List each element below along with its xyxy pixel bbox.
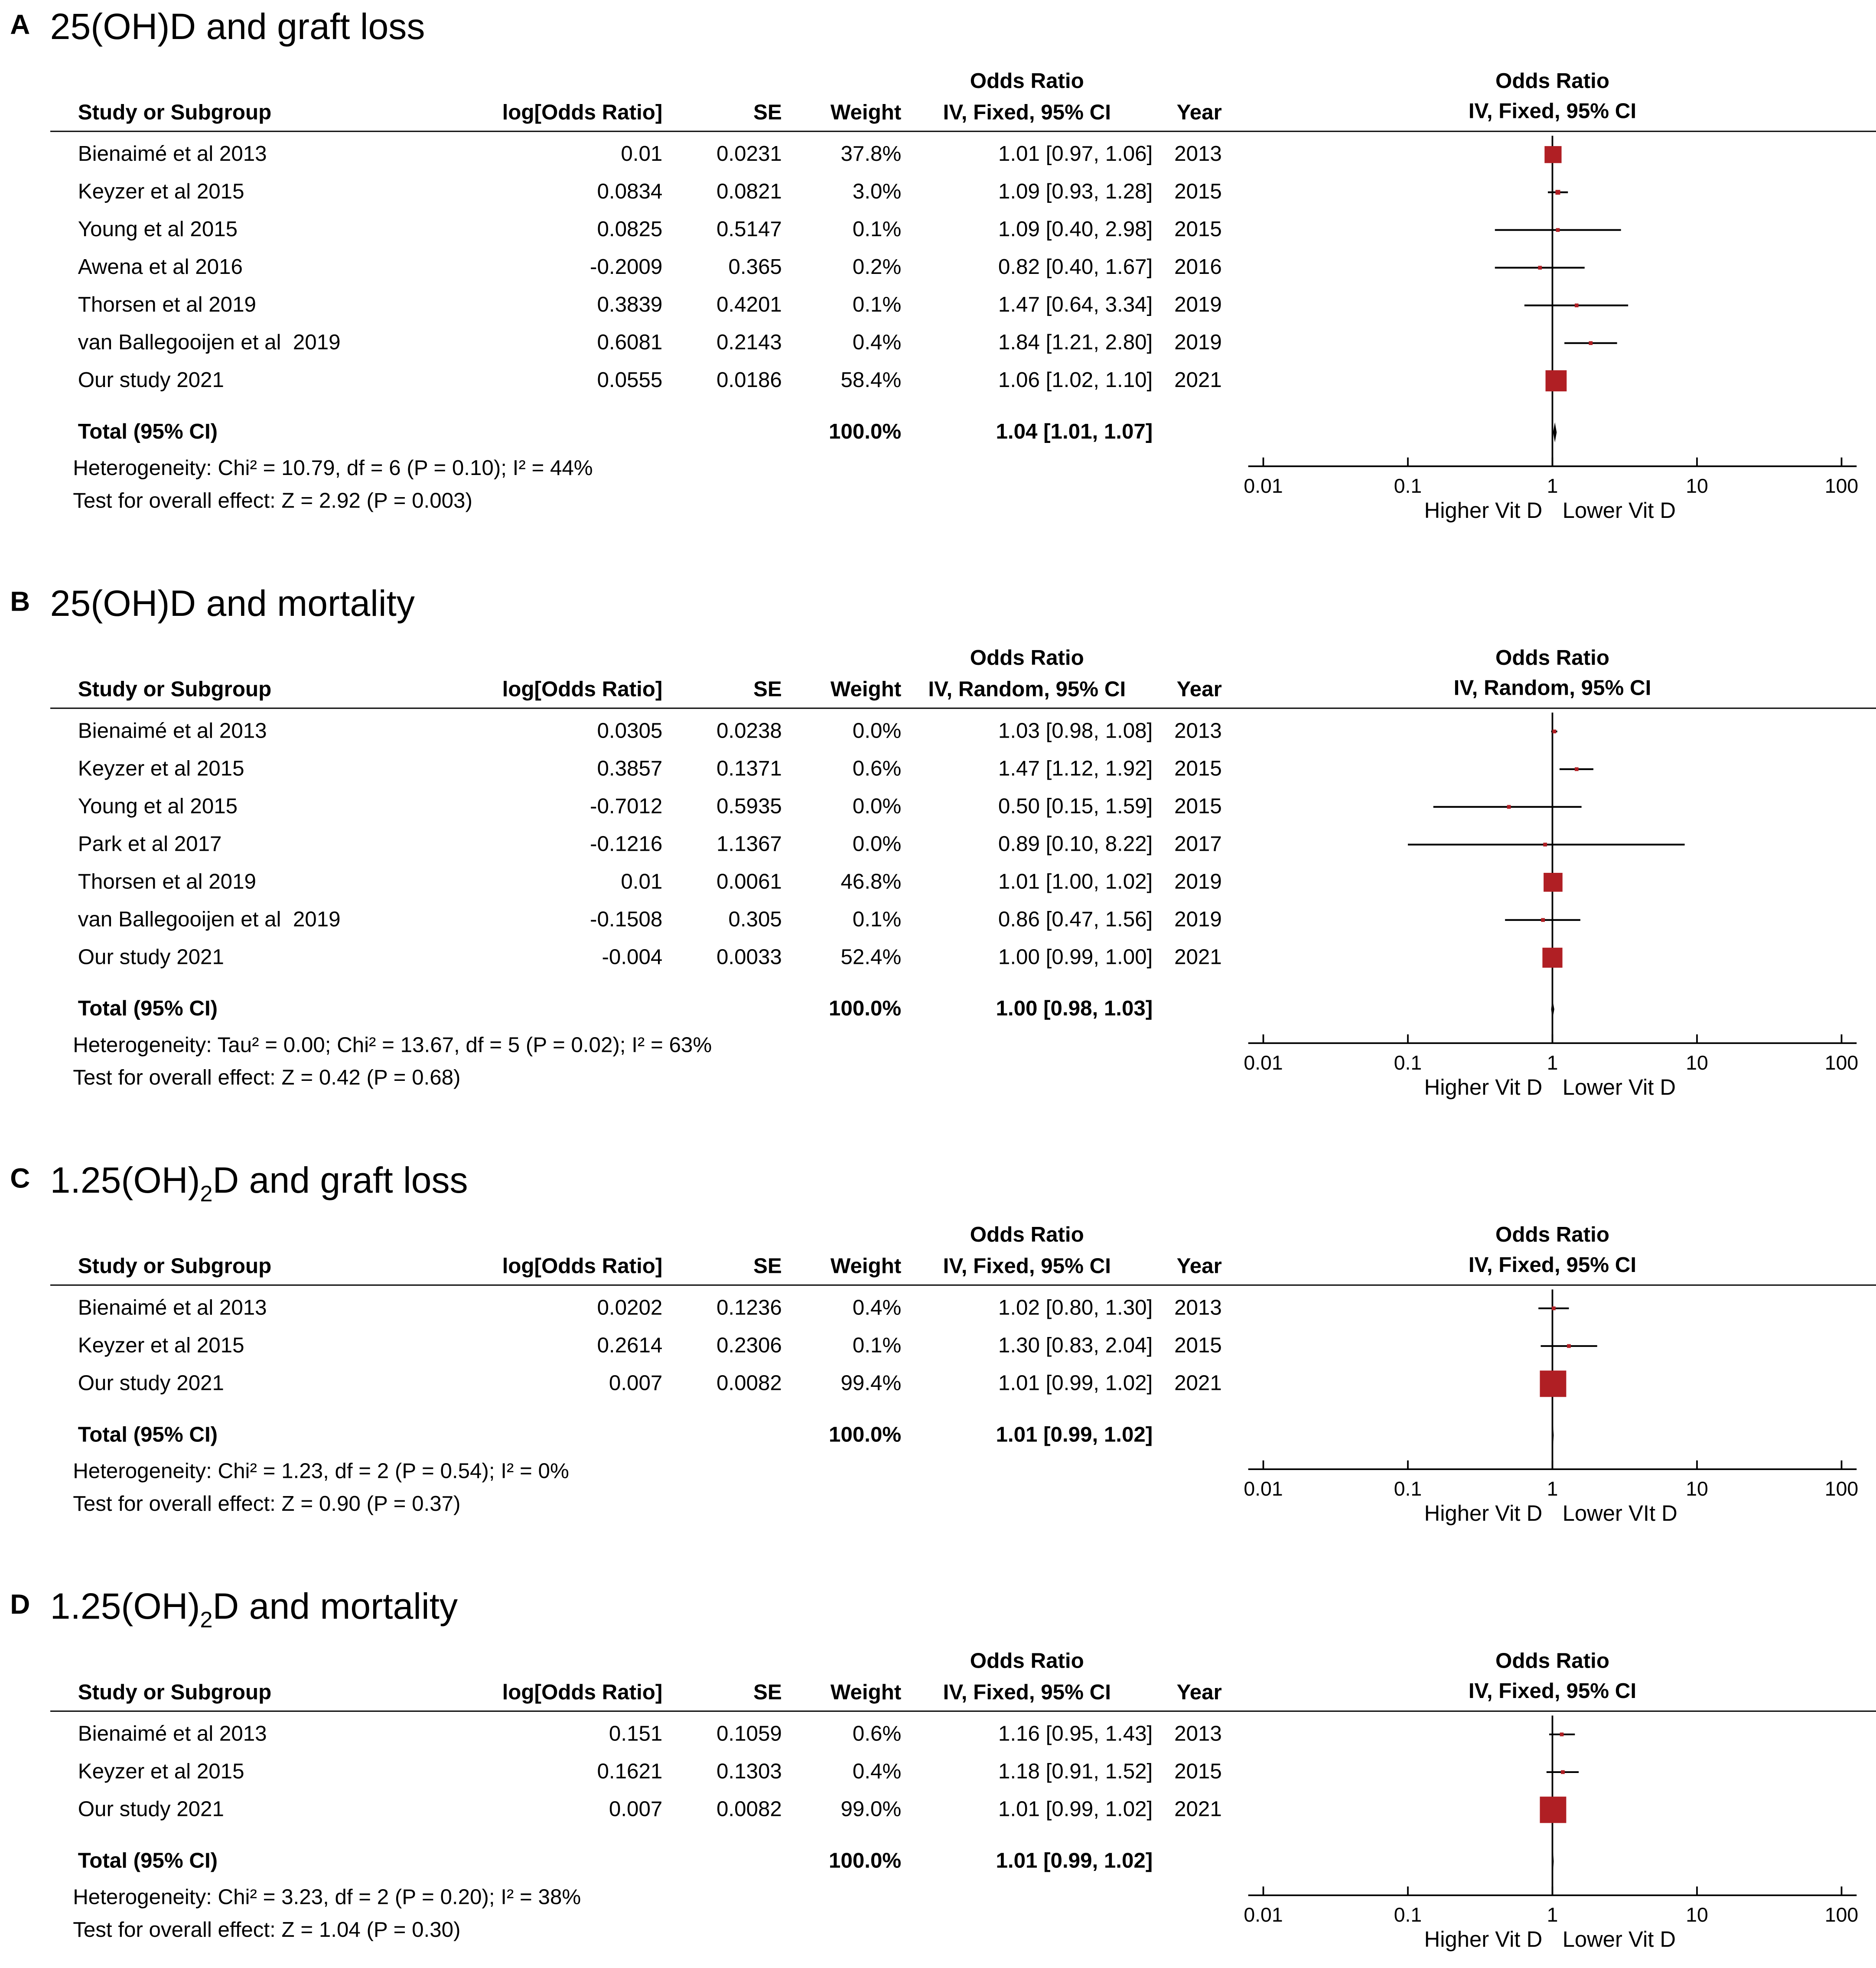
year-cell: 2013: [1174, 719, 1222, 743]
panel-title-text: [50, 582, 415, 627]
ci-cell: 1.06 [1.02, 1.10]: [998, 368, 1153, 392]
study-cell: Our study 2021: [78, 368, 224, 392]
study-cell: Keyzer et al 2015: [78, 1760, 244, 1784]
study-row: [0, 1289, 1222, 1327]
effect-square: [1555, 190, 1560, 195]
plot-model-header: IV, Fixed, 95% CI: [1468, 1253, 1637, 1277]
tick-label: 10: [1686, 1477, 1708, 1500]
col-header-year: Year: [1176, 1680, 1222, 1705]
title-pre: 1.25(OH): [50, 1161, 200, 1202]
study-row: [0, 136, 1222, 173]
title-pre: 25(OH)D and graft loss: [50, 7, 425, 48]
study-cell: Bienaimé et al 2013: [78, 1722, 267, 1746]
ci-cell: 1.09 [0.40, 2.98]: [998, 217, 1153, 241]
col-header-log-or: log[Odds Ratio]: [502, 1254, 663, 1278]
total-weight-cell: 100.0%: [829, 1422, 902, 1447]
study-row: [0, 826, 1222, 863]
study-row: [0, 939, 1222, 976]
ci-cell: 1.00 [0.99, 1.00]: [998, 945, 1153, 969]
study-cell: Thorsen et al 2019: [78, 293, 256, 317]
total-log-or-cell: [398, 990, 662, 1028]
forest-plot: [1222, 582, 1876, 1109]
table-odds-ratio-header: Odds Ratio: [970, 646, 1084, 670]
ci-cell: 0.89 [0.10, 8.22]: [998, 832, 1153, 856]
weight-cell: 0.6%: [852, 756, 902, 781]
weight-cell: 52.4%: [840, 945, 902, 969]
study-cell: Bienaimé et al 2013: [78, 1295, 267, 1320]
study-row: [0, 324, 1222, 362]
study-row: [0, 286, 1222, 324]
study-cell: Young et al 2015: [78, 217, 238, 241]
se-cell: 0.0033: [717, 945, 782, 969]
forest-plot: [1222, 5, 1876, 532]
tick-label: 10: [1686, 1051, 1708, 1074]
weight-cell: 0.4%: [852, 330, 902, 355]
col-header-study: Study or Subgroup: [78, 1680, 272, 1705]
ci-cell: 0.50 [0.15, 1.59]: [998, 794, 1153, 818]
effect-square: [1541, 918, 1545, 922]
study-row: [0, 863, 1222, 901]
tick-label: 0.01: [1244, 474, 1283, 497]
weight-cell: 0.1%: [852, 217, 902, 241]
study-cell: Park et al 2017: [78, 832, 222, 856]
year-cell: 2015: [1174, 217, 1222, 241]
year-cell: 2016: [1174, 255, 1222, 279]
tick-label: 1: [1547, 1903, 1558, 1926]
col-header-log-or: log[Odds Ratio]: [502, 1680, 663, 1705]
total-year-cell: [1153, 1416, 1222, 1454]
ci-cell: 1.18 [0.91, 1.52]: [998, 1760, 1153, 1784]
tick-label: 0.01: [1244, 1051, 1283, 1074]
tick-label: 1: [1547, 1477, 1558, 1500]
effect-square: [1540, 1797, 1566, 1823]
total-row: [0, 1416, 1222, 1454]
col-header-ci: IV, Fixed, 95% CI: [943, 1254, 1111, 1278]
year-cell: 2013: [1174, 142, 1222, 166]
tick-label: 10: [1686, 1903, 1708, 1926]
year-cell: 2019: [1174, 330, 1222, 355]
study-cell: Young et al 2015: [78, 794, 238, 818]
col-header-year: Year: [1176, 677, 1222, 702]
log-or-cell: 0.01: [621, 869, 663, 894]
year-cell: 2019: [1174, 293, 1222, 317]
log-or-cell: 0.151: [609, 1722, 663, 1746]
weight-cell: 0.4%: [852, 1295, 902, 1320]
effect-square: [1560, 1733, 1564, 1737]
forest-plot: [1222, 1159, 1876, 1535]
study-row: [0, 901, 1222, 939]
total-study-cell: Total (95% CI): [78, 1848, 218, 1873]
total-weight-cell: 100.0%: [829, 420, 902, 444]
tick-label: 100: [1824, 474, 1859, 497]
column-header-row: [0, 1678, 1222, 1708]
total-year-cell: [1153, 990, 1222, 1028]
weight-cell: 0.4%: [852, 1760, 902, 1784]
table-odds-ratio-header: Odds Ratio: [970, 69, 1084, 93]
panel-title-text: [50, 1159, 468, 1217]
col-header-study: Study or Subgroup: [78, 677, 272, 702]
x-axis-left-label: Higher Vit D: [1424, 1074, 1543, 1099]
log-or-cell: 0.0825: [597, 217, 663, 241]
effect-square: [1567, 1344, 1571, 1348]
plot-model-header: IV, Random, 95% CI: [1453, 676, 1651, 700]
col-header-year: Year: [1176, 101, 1222, 125]
year-cell: 2013: [1174, 1295, 1222, 1320]
log-or-cell: 0.007: [609, 1797, 663, 1822]
year-cell: 2015: [1174, 756, 1222, 781]
ci-cell: 1.09 [0.93, 1.28]: [998, 179, 1153, 204]
weight-cell: 0.1%: [852, 1333, 902, 1357]
col-header-year: Year: [1176, 1254, 1222, 1278]
panel-label: D: [10, 1588, 30, 1620]
panel-A: [0, 5, 1876, 532]
effect-square: [1552, 729, 1556, 733]
weight-cell: 0.6%: [852, 1722, 902, 1746]
col-header-log-or: log[Odds Ratio]: [502, 101, 663, 125]
ci-cell: 1.01 [0.99, 1.02]: [998, 1371, 1153, 1395]
ci-cell: 1.03 [0.98, 1.08]: [998, 719, 1153, 743]
col-header-ci: IV, Fixed, 95% CI: [943, 1680, 1111, 1705]
x-axis-right-label: Lower Vit D: [1562, 498, 1676, 523]
total-se-cell: [662, 1416, 782, 1454]
panel-title-text: [50, 5, 425, 50]
x-axis-right-label: Lower VIt D: [1562, 1501, 1677, 1526]
tick-label: 0.1: [1394, 1903, 1422, 1926]
study-row: [0, 750, 1222, 788]
heterogeneity-text: Heterogeneity: Chi² = 10.79, df = 6 (P = 0.10); I² = 44%: [73, 456, 593, 480]
ci-cell: 1.01 [0.99, 1.02]: [998, 1797, 1153, 1822]
panel-label: C: [10, 1162, 30, 1194]
panel-title: [10, 1159, 468, 1217]
se-cell: 0.4201: [717, 293, 782, 317]
tick-label: 0.1: [1394, 1051, 1422, 1074]
effect-square: [1556, 228, 1560, 232]
col-header-study: Study or Subgroup: [78, 1254, 272, 1278]
se-cell: 0.1236: [717, 1295, 782, 1320]
total-se-cell: [662, 1842, 782, 1880]
ci-cell: 1.47 [0.64, 3.34]: [998, 293, 1153, 317]
se-cell: 0.1371: [717, 756, 782, 781]
ci-cell: 1.30 [0.83, 2.04]: [998, 1333, 1153, 1357]
x-axis-left-label: Higher Vit D: [1424, 498, 1543, 523]
tick-label: 0.1: [1394, 474, 1422, 497]
column-header-row: [0, 1252, 1222, 1282]
weight-cell: 37.8%: [840, 142, 902, 166]
log-or-cell: 0.0202: [597, 1295, 663, 1320]
column-header-row: [0, 675, 1222, 705]
effect-square: [1589, 341, 1593, 345]
effect-square: [1542, 948, 1562, 968]
total-log-or-cell: [398, 413, 662, 451]
weight-cell: 99.4%: [840, 1371, 902, 1395]
weight-cell: 0.1%: [852, 293, 902, 317]
study-cell: Our study 2021: [78, 1371, 224, 1395]
ci-cell: 1.02 [0.80, 1.30]: [998, 1295, 1153, 1320]
col-header-ci: IV, Random, 95% CI: [928, 677, 1126, 702]
total-se-cell: [662, 413, 782, 451]
panel-title: [10, 1585, 458, 1643]
log-or-cell: 0.3857: [597, 756, 663, 781]
log-or-cell: 0.3839: [597, 293, 663, 317]
total-ci-cell: 1.01 [0.99, 1.02]: [996, 1848, 1153, 1873]
study-cell: Bienaimé et al 2013: [78, 719, 267, 743]
year-cell: 2017: [1174, 832, 1222, 856]
total-ci-cell: 1.00 [0.98, 1.03]: [996, 996, 1153, 1021]
log-or-cell: 0.0555: [597, 368, 663, 392]
total-study-cell: Total (95% CI): [78, 420, 218, 444]
study-row: [0, 173, 1222, 211]
column-header-row: [0, 98, 1222, 128]
overall-effect-text: Test for overall effect: Z = 2.92 (P = 0.003): [73, 489, 472, 513]
study-cell: van Ballegooijen et al 2019: [78, 330, 341, 355]
ci-cell: 1.01 [1.00, 1.02]: [998, 869, 1153, 894]
overall-effect-text: Test for overall effect: Z = 1.04 (P = 0.30): [73, 1918, 461, 1942]
title-sub: 2: [200, 1181, 213, 1207]
plot-model-header: IV, Fixed, 95% CI: [1468, 1679, 1637, 1703]
weight-cell: 0.0%: [852, 794, 902, 818]
col-header-ci: IV, Fixed, 95% CI: [943, 101, 1111, 125]
panel-label: B: [10, 586, 30, 617]
forest-plot: [1222, 1585, 1876, 1961]
x-axis-right-label: Lower Vit D: [1562, 1927, 1676, 1952]
study-cell: Our study 2021: [78, 1797, 224, 1822]
year-cell: 2021: [1174, 1371, 1222, 1395]
log-or-cell: -0.1216: [590, 832, 663, 856]
col-header-weight: Weight: [830, 1680, 902, 1705]
total-log-or-cell: [398, 1416, 662, 1454]
year-cell: 2015: [1174, 1333, 1222, 1357]
effect-square: [1575, 767, 1579, 771]
se-cell: 0.1059: [717, 1722, 782, 1746]
total-study-cell: Total (95% CI): [78, 996, 218, 1021]
se-cell: 1.1367: [717, 832, 782, 856]
col-header-se: SE: [753, 1254, 782, 1278]
col-header-weight: Weight: [830, 101, 902, 125]
tick-label: 0.01: [1244, 1903, 1283, 1926]
panel-label: A: [10, 9, 30, 40]
tick-label: 1: [1547, 1051, 1558, 1074]
title-post: D and mortality: [212, 1587, 458, 1628]
col-header-weight: Weight: [830, 677, 902, 702]
se-cell: 0.305: [728, 907, 782, 931]
plot-model-header: IV, Fixed, 95% CI: [1468, 99, 1637, 124]
effect-square: [1543, 842, 1547, 846]
log-or-cell: -0.2009: [590, 255, 663, 279]
weight-cell: 46.8%: [840, 869, 902, 894]
study-row: [0, 249, 1222, 286]
col-header-se: SE: [753, 101, 782, 125]
weight-cell: 0.1%: [852, 907, 902, 931]
ci-cell: 0.82 [0.40, 1.67]: [998, 255, 1153, 279]
ci-cell: 1.47 [1.12, 1.92]: [998, 756, 1153, 781]
se-cell: 0.0061: [717, 869, 782, 894]
table-odds-ratio-header: Odds Ratio: [970, 1223, 1084, 1247]
tick-label: 100: [1824, 1477, 1859, 1500]
col-header-se: SE: [753, 1680, 782, 1705]
x-axis-left-label: Higher Vit D: [1424, 1501, 1543, 1526]
total-ci-cell: 1.01 [0.99, 1.02]: [996, 1422, 1153, 1447]
panel-B: [0, 582, 1876, 1109]
effect-square: [1544, 146, 1561, 163]
weight-cell: 99.0%: [840, 1797, 902, 1822]
year-cell: 2019: [1174, 907, 1222, 931]
plot-odds-ratio-header: Odds Ratio: [1495, 646, 1609, 670]
study-cell: Keyzer et al 2015: [78, 756, 244, 781]
total-log-or-cell: [398, 1842, 662, 1880]
se-cell: 0.0238: [717, 719, 782, 743]
study-row: [0, 1791, 1222, 1829]
total-row: [0, 990, 1222, 1028]
tick-label: 1: [1547, 474, 1558, 497]
plot-odds-ratio-header: Odds Ratio: [1495, 1223, 1609, 1247]
effect-square: [1575, 303, 1579, 307]
study-row: [0, 712, 1222, 750]
tick-label: 100: [1824, 1051, 1859, 1074]
total-row: [0, 413, 1222, 451]
se-cell: 0.365: [728, 255, 782, 279]
col-header-weight: Weight: [830, 1254, 902, 1278]
title-post: D and graft loss: [212, 1161, 468, 1202]
effect-square: [1544, 873, 1563, 892]
log-or-cell: 0.007: [609, 1371, 663, 1395]
se-cell: 0.2143: [717, 330, 782, 355]
panel-title-text: [50, 1585, 458, 1643]
study-cell: Bienaimé et al 2013: [78, 142, 267, 166]
effect-square: [1546, 370, 1567, 391]
log-or-cell: 0.1621: [597, 1760, 663, 1784]
effect-square: [1507, 805, 1511, 809]
weight-cell: 0.0%: [852, 832, 902, 856]
heterogeneity-text: Heterogeneity: Chi² = 3.23, df = 2 (P = 0.20); I² = 38%: [73, 1885, 581, 1909]
table-odds-ratio-header: Odds Ratio: [970, 1649, 1084, 1673]
study-cell: van Ballegooijen et al 2019: [78, 907, 341, 931]
se-cell: 0.2306: [717, 1333, 782, 1357]
se-cell: 0.5147: [717, 217, 782, 241]
total-diamond: [1553, 422, 1557, 442]
heterogeneity-text: Heterogeneity: Tau² = 0.00; Chi² = 13.67, df = 5 (P = 0.02); I² = 63%: [73, 1033, 712, 1057]
ci-cell: 0.86 [0.47, 1.56]: [998, 907, 1153, 931]
year-cell: 2015: [1174, 794, 1222, 818]
total-weight-cell: 100.0%: [829, 996, 902, 1021]
study-cell: Keyzer et al 2015: [78, 179, 244, 204]
overall-effect-text: Test for overall effect: Z = 0.42 (P = 0.68): [73, 1066, 461, 1090]
title-pre: 1.25(OH): [50, 1587, 200, 1628]
se-cell: 0.0082: [717, 1371, 782, 1395]
study-row: [0, 362, 1222, 400]
study-row: [0, 1365, 1222, 1402]
effect-square: [1552, 1307, 1556, 1311]
heterogeneity-text: Heterogeneity: Chi² = 1.23, df = 2 (P = 0.54); I² = 0%: [73, 1459, 569, 1483]
log-or-cell: -0.7012: [590, 794, 663, 818]
se-cell: 0.0821: [717, 179, 782, 204]
weight-cell: 0.2%: [852, 255, 902, 279]
col-header-study: Study or Subgroup: [78, 101, 272, 125]
study-row: [0, 211, 1222, 249]
log-or-cell: -0.1508: [590, 907, 663, 931]
total-year-cell: [1153, 1842, 1222, 1880]
total-year-cell: [1153, 413, 1222, 451]
weight-cell: 0.0%: [852, 719, 902, 743]
tick-label: 100: [1824, 1903, 1859, 1926]
effect-square: [1538, 266, 1542, 270]
plot-odds-ratio-header: Odds Ratio: [1495, 69, 1609, 93]
year-cell: 2019: [1174, 869, 1222, 894]
log-or-cell: 0.0834: [597, 179, 663, 204]
total-se-cell: [662, 990, 782, 1028]
se-cell: 0.5935: [717, 794, 782, 818]
panel-C: [0, 1159, 1876, 1535]
study-row: [0, 1716, 1222, 1753]
col-header-se: SE: [753, 677, 782, 702]
panel-title: [10, 5, 425, 50]
year-cell: 2015: [1174, 179, 1222, 204]
se-cell: 0.0082: [717, 1797, 782, 1822]
tick-label: 0.1: [1394, 1477, 1422, 1500]
year-cell: 2021: [1174, 368, 1222, 392]
log-or-cell: 0.0305: [597, 719, 663, 743]
title-sub: 2: [200, 1607, 213, 1633]
log-or-cell: 0.2614: [597, 1333, 663, 1357]
study-row: [0, 788, 1222, 826]
total-study-cell: Total (95% CI): [78, 1422, 218, 1447]
x-axis-right-label: Lower Vit D: [1562, 1074, 1676, 1099]
plot-odds-ratio-header: Odds Ratio: [1495, 1649, 1609, 1673]
ci-cell: 1.16 [0.95, 1.43]: [998, 1722, 1153, 1746]
year-cell: 2013: [1174, 1722, 1222, 1746]
log-or-cell: 0.6081: [597, 330, 663, 355]
col-header-log-or: log[Odds Ratio]: [502, 677, 663, 702]
total-ci-cell: 1.04 [1.01, 1.07]: [996, 420, 1153, 444]
title-pre: 25(OH)D and mortality: [50, 584, 415, 625]
study-cell: Awena et al 2016: [78, 255, 243, 279]
se-cell: 0.1303: [717, 1760, 782, 1784]
study-cell: Our study 2021: [78, 945, 224, 969]
overall-effect-text: Test for overall effect: Z = 0.90 (P = 0.37): [73, 1492, 461, 1516]
tick-label: 10: [1686, 474, 1708, 497]
study-cell: Keyzer et al 2015: [78, 1333, 244, 1357]
panel-D: [0, 1585, 1876, 1961]
year-cell: 2021: [1174, 945, 1222, 969]
year-cell: 2021: [1174, 1797, 1222, 1822]
x-axis-left-label: Higher Vit D: [1424, 1927, 1543, 1952]
tick-label: 0.01: [1244, 1477, 1283, 1500]
weight-cell: 58.4%: [840, 368, 902, 392]
weight-cell: 3.0%: [852, 179, 902, 204]
se-cell: 0.0186: [717, 368, 782, 392]
log-or-cell: -0.004: [602, 945, 663, 969]
total-row: [0, 1842, 1222, 1880]
study-cell: Thorsen et al 2019: [78, 869, 256, 894]
effect-square: [1540, 1370, 1566, 1397]
panel-title: [10, 582, 415, 627]
ci-cell: 1.01 [0.97, 1.06]: [998, 142, 1153, 166]
se-cell: 0.0231: [717, 142, 782, 166]
ci-cell: 1.84 [1.21, 2.80]: [998, 330, 1153, 355]
log-or-cell: 0.01: [621, 142, 663, 166]
year-cell: 2015: [1174, 1760, 1222, 1784]
total-weight-cell: 100.0%: [829, 1848, 902, 1873]
study-row: [0, 1327, 1222, 1365]
effect-square: [1561, 1770, 1565, 1774]
study-row: [0, 1753, 1222, 1791]
